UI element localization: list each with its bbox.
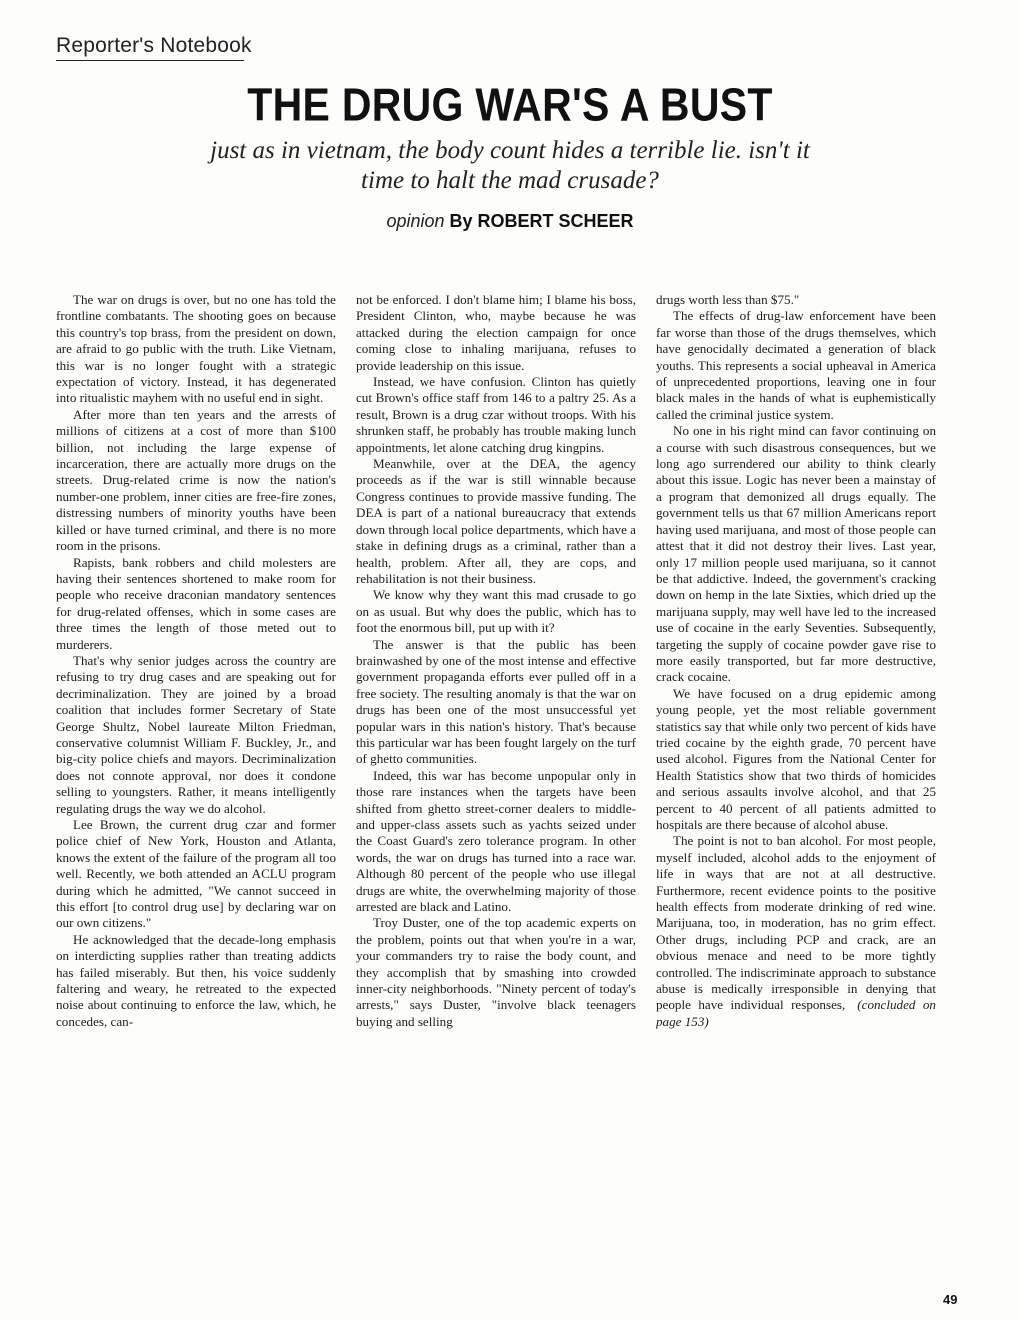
paragraph: drugs worth less than $75." [656,292,800,307]
paragraph: We know why they want this mad crusade to go on as usual. But why does the public, which has to foot the enormous bill, put up with it? [356,587,636,636]
paragraph: The effects of drug-law enforcement have been far worse than those of the drugs themselves, which have genocidally decimated a generation of black youths. This represents a social upheaval in America of unprecedented proportions, leaving one in four black males in the hands of what is euphemistically called the criminal justice system. [656,308,936,422]
paragraph: not be enforced. I don't blame him; I blame his boss, President Clinton, who, maybe because he was attacked during the election campaign for once coming close to inhaling marijuana, refuses to provide leadership on this issue. [356,292,636,373]
continuation-note: (concluded on page 153) [656,997,936,1029]
paragraph: Troy Duster, one of the top academic experts on the problem, points out that when you're in a war, your commanders try to raise the body count, and they accomplish that by smashing into crowded inner-city neighborhoods. "Ninety percent of today's arrests," says Duster, "involve black teenagers buying and selling [356,915,636,1029]
paragraph: Rapists, bank robbers and child molesters are having their sentences shortened to make room for people who receive draconian mandatory sentences for drug-related offenses, which in some cases are three times the length of those meted out to murderers. [56,554,336,652]
section-rule [56,60,244,61]
column-2 [356,292,636,1312]
paragraph: We have focused on a drug epidemic among young people, yet the most reliable government statistics say that while only two percent of kids have tried cocaine by the eighth grade, 70 percent have used alcohol. Figures from the National Center for Health Statistics show that two thirds of homicides and serious assaults involve alcohol, and that 25 percent to 40 percent of all patients admitted to hospitals are there because of alcohol abuse. [656,685,936,832]
dek: just as in vietnam, the body count hides a terrible lie. isn't it time to halt the mad crusade? [210,137,810,194]
paragraph: Meanwhile, over at the DEA, the agency proceeds as if the war is still winnable because Congress continues to provide massive funding. The DEA is part of a national bureaucracy that extends down through local police departments, which have a stake in defining drugs as a criminal, rather than a health, problem. After all, they are cops, and rehabilitation is not their business. [356,456,636,586]
section-label: Reporter's Notebook [56,34,252,57]
paragraph-text: The point is not to ban alcohol. For most people, myself included, alcohol adds to the enjoyment of life in ways that are not at all destructive. Furthermore, recent evidence points to the positive health effects from moderate drinking of red wine. Marijuana, too, in moderation, has no grim effect. Other drugs, including PCP and crack, are an obvious menace and need to be more tightly controlled. The indiscriminate approach to substance abuse is medically irresponsible in denying that people have individual responses, [656,833,936,1013]
paragraph: The answer is that the public has been brainwashed by one of the most intense and effective government propaganda efforts ever pulled off in a free society. The resulting anomaly is that the war on drugs has been one of the most unsuccessful yet popular wars in this nation's history. That's because this particular war has been fought largely on the turf of ghetto communities. [356,636,636,767]
paragraph: Instead, we have confusion. Clinton has quietly cut Brown's office staff from 146 to a paltry 25. As a result, Brown is a drug czar without troops. With his shrunken staff, he probably has trouble making lunch appointments, let alone catching drug kingpins. [356,374,636,455]
column-1 [56,292,336,1312]
paragraph [656,833,936,1030]
article-body [56,292,936,1312]
byline-kicker: opinion [386,211,445,231]
paragraph: No one in his right mind can favor continuing on a course with such disastrous consequences, but we long ago surrendered our ability to think clearly about this issue. Logic has never been a mainstay of a program that demonized all drugs equally. The government tells us that 67 million Americans report having used marijuana, and most of those people can attest that it did not destroy their lives. Last year, only 17 million people used marijuana, so it cannot be that addictive. Indeed, the government's cracking down on hemp in the late Sixties, which dried up the marijuana supply, may well have led to the increased use of cocaine in the early Seventies. Subsequently, targeting the supply of cocaine powder gave rise to more easily transported, but far more destructive, crack cocaine. [656,423,936,685]
byline [0,211,1020,232]
paragraph: That's why senior judges across the country are refusing to try drug cases and are speaking out for decriminalization. They are joined by a broad coalition that includes former Secretary of State George Shultz, Nobel laureate Milton Friedman, conservative columnist William F. Buckley, Jr., and big-city police chiefs and mayors. Decriminalization does not connote approval, nor does it condone selling to youngsters. Rather, it means intelligently regulating drugs the way we do alcohol. [56,652,336,816]
paragraph: Lee Brown, the current drug czar and former police chief of New York, Houston and Atlanta, knows the extent of the failure of the program all too well. Recently, we both attended an ACLU program during which he admitted, "We cannot succeed in this effort [to control drug use] by declaring war on our own citizens." [56,817,336,931]
paragraph: Indeed, this war has become unpopular only in those rare instances when the targets have been shifted from ghetto street-corner dealers to middle- and upper-class assets such as yachts seized under the Coast Guard's zero tolerance program. In other words, the war on drugs has turned into a race war. Although 80 percent of the people who use illegal drugs are white, the overwhelming majority of those arrested are black and Latino. [356,767,636,915]
page-number: 49 [943,1292,958,1307]
paragraph: After more than ten years and the arrests of millions of citizens at a cost of more than $100 billion, not including the large expense of incarceration, there are actually more drugs on the streets. Drug-related crime is now the nation's number-one problem, inner cities are free-fire zones, distressing numbers of minority youths have been killed or have turned criminal, and there is no more room in the prisons. [56,406,336,554]
paragraph: He acknowledged that the decade-long emphasis on interdicting supplies rather than treating addicts has failed miserably. But then, his voice suddenly faltering and weary, he retreated to the expected noise about continuing to enforce the law, which, he concedes, can- [56,931,336,1029]
column-3 [656,292,936,1312]
byline-author: By ROBERT SCHEER [449,211,634,231]
paragraph: The war on drugs is over, but no one has told the frontline combatants. The shooting goes on because this country's top brass, from the president on down, are afraid to go public with the truth. Like Vietnam, this war is no longer fought with a strategic expectation of victory. Instead, it has degenerated into ritualistic mayhem with no useful end in sight. [56,292,336,406]
headline: THE DRUG WAR'S A BUST [247,79,773,131]
